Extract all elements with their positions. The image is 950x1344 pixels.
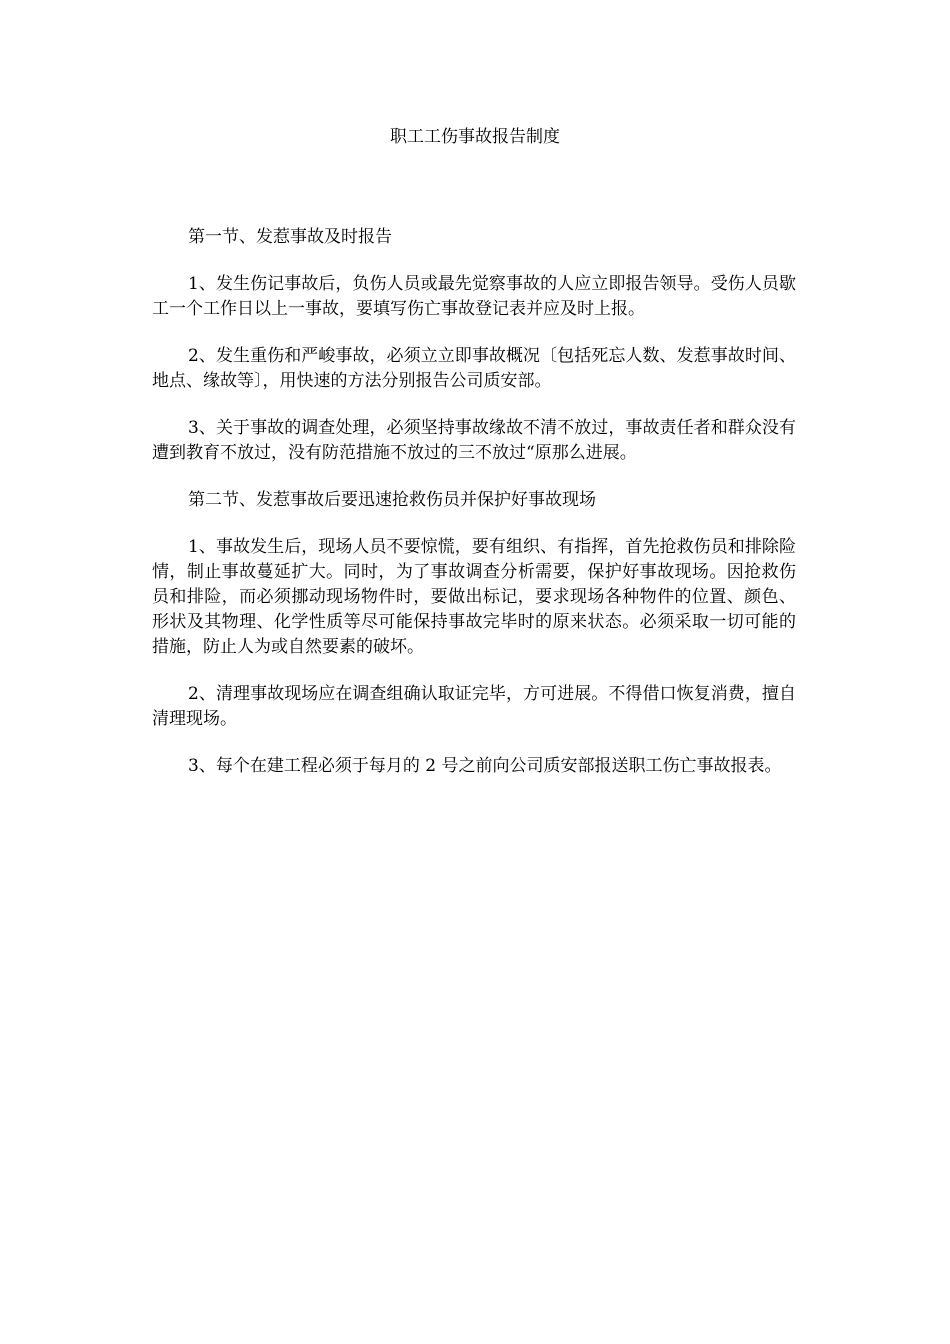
paragraph-1-2: 2、发生重伤和严峻事故，必须立立即事故概况〔包括死忘人数、发惹事故时间、地点、缘故等〕，用快速的方法分别报告公司质安部。 [152, 346, 796, 391]
paragraph-2-2: 2、清理事故现场应在调查组确认取证完毕，方可进展。不得借口恢复消费，擅自清理现场。 [152, 684, 796, 729]
paragraph-2-3: 3、每个在建工程必须于每月的 2 号之前向公司质安部报送职工伤亡事故报表。 [188, 756, 782, 776]
document-title: 职工工伤事故报告制度 [390, 127, 560, 147]
paragraph-1-1: 1、发生伤记事故后，负伤人员或最先觉察事故的人应立即报告领导。受伤人员歇工一个工作日以上一事故，要填写伤亡事故登记表并应及时上报。 [152, 274, 796, 319]
document-body [152, 225, 796, 801]
paragraph-1-3: 3、关于事故的调查处理，必须坚持事故缘故不清不放过，事故责任者和群众没有遭到教育不放过，没有防范措施不放过的三不放过“原那么进展。 [152, 418, 796, 463]
section-heading-1: 第一节、发惹事故及时报告 [188, 227, 392, 247]
paragraph-2-1: 1、事故发生后，现场人员不要惊慌，要有组织、有指挥，首先抢救伤员和排除险情，制止事故蔓延扩大。同时，为了事故调查分析需要，保护好事故现场。因抢救伤员和排险，而必须挪动现场物件时，要做出标记，要求现场各种物件的位置、颜色、形状及其物理、化学性质等尽可能保持事故完毕时的原来状态。必须采取一切可能的措施，防止人为或自然要素的破坏。 [152, 537, 796, 657]
section-heading-2: 第二节、发惹事故后要迅速抢救伤员并保护好事故现场 [188, 490, 596, 510]
